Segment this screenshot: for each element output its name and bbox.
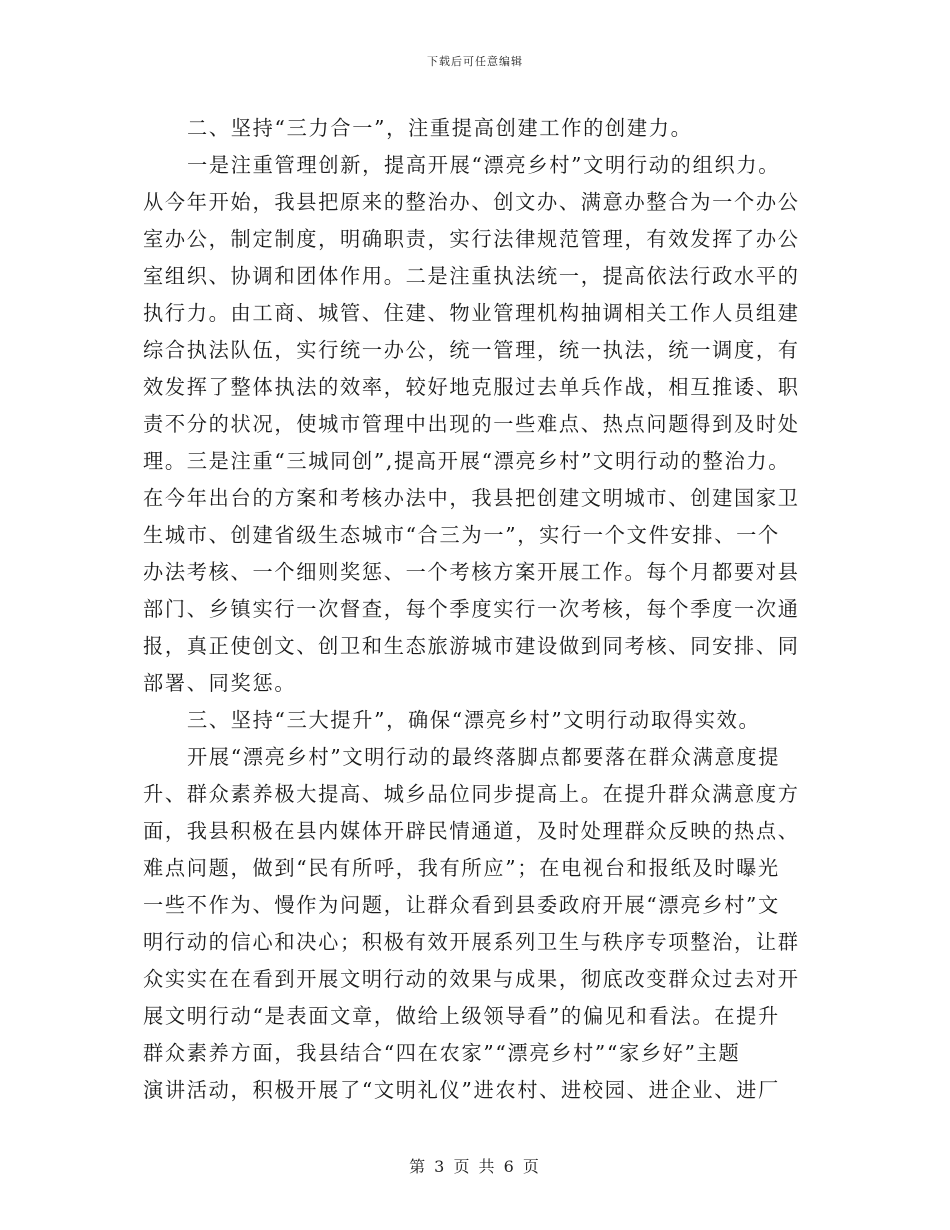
text-line: 理。三是注重“三城同创”,提高开展“漂亮乡村”文明行动的整治力。 [143,449,791,473]
text-line: 展文明行动“是表面文章，做给上级领导看”的偏见和看法。在提升 [143,1004,780,1028]
text-line: 明行动的信心和决心；积极有效开展系列卫生与秩序专项整治，让群 [143,930,800,954]
text-line: 执行力。由工商、城管、住建、物业管理机构抽调相关工作人员组建 [143,301,800,325]
text-line: 二、坚持“三力合一”，注重提高创建工作的创建力。 [187,116,693,140]
text-line: 群众素养方面，我县结合“四在农家”“漂亮乡村”“家乡好”主题 [143,1041,741,1065]
text-line: 报，真正使创文、创卫和生态旅游城市建设做到同考核、同安排、同 [143,634,800,658]
text-line: 效发挥了整体执法的效率，较好地克服过去单兵作战，相互推诿、职 [143,375,800,399]
body-text [143,110,823,1109]
text-line: 开展“漂亮乡村”文明行动的最终落脚点都要落在群众满意度提 [187,745,781,769]
text-line: 难点问题，做到“民有所呼，我有所应”；在电视台和报纸及时曝光 [143,856,780,880]
text-line: 演讲活动，积极开展了“文明礼仪”进农村、进校园、进企业、进厂 [143,1078,780,1102]
text-line: 责不分的状况，使城市管理中出现的一些难点、热点问题得到及时处 [143,412,800,436]
text-line: 室组织、协调和团体作用。二是注重执法统一，提高依法行政水平的 [143,264,800,288]
header-note: 下载后可任意编辑 [427,55,523,68]
text-line: 部门、乡镇实行一次督查，每个季度实行一次考核，每个季度一次通 [143,597,800,621]
text-line: 生城市、创建省级生态城市“合三为一”，实行一个文件安排、一个 [143,523,780,547]
page-footer: 第 3 页 共 6 页 [409,1157,541,1176]
text-line: 一些不作为、慢作为问题，让群众看到县委政府开展“漂亮乡村”文 [143,893,780,917]
text-line: 一是注重管理创新，提高开展“漂亮乡村”文明行动的组织力。 [187,153,781,177]
text-line: 综合执法队伍，实行统一办公，统一管理，统一执法，统一调度，有 [143,338,800,362]
text-line: 三、坚持“三大提升”，确保“漂亮乡村”文明行动取得实效。 [187,708,761,732]
text-line: 部署、同奖惩。 [143,671,297,695]
text-line: 面，我县积极在县内媒体开辟民情通道，及时处理群众反映的热点、 [143,819,800,843]
text-line: 室办公，制定制度，明确职责，实行法律规范管理，有效发挥了办公 [143,227,800,251]
text-line: 从今年开始，我县把原来的整治办、创文办、满意办整合为一个办公 [143,190,800,214]
text-line: 在今年出台的方案和考核办法中，我县把创建文明城市、创建国家卫 [143,486,800,510]
text-line: 办法考核、一个细则奖惩、一个考核方案开展工作。每个月都要对县 [143,560,800,584]
text-line: 升、群众素养极大提高、城乡品位同步提高上。在提升群众满意度方 [143,782,800,806]
text-line: 众实实在在看到开展文明行动的效果与成果，彻底改变群众过去对开 [143,967,800,991]
